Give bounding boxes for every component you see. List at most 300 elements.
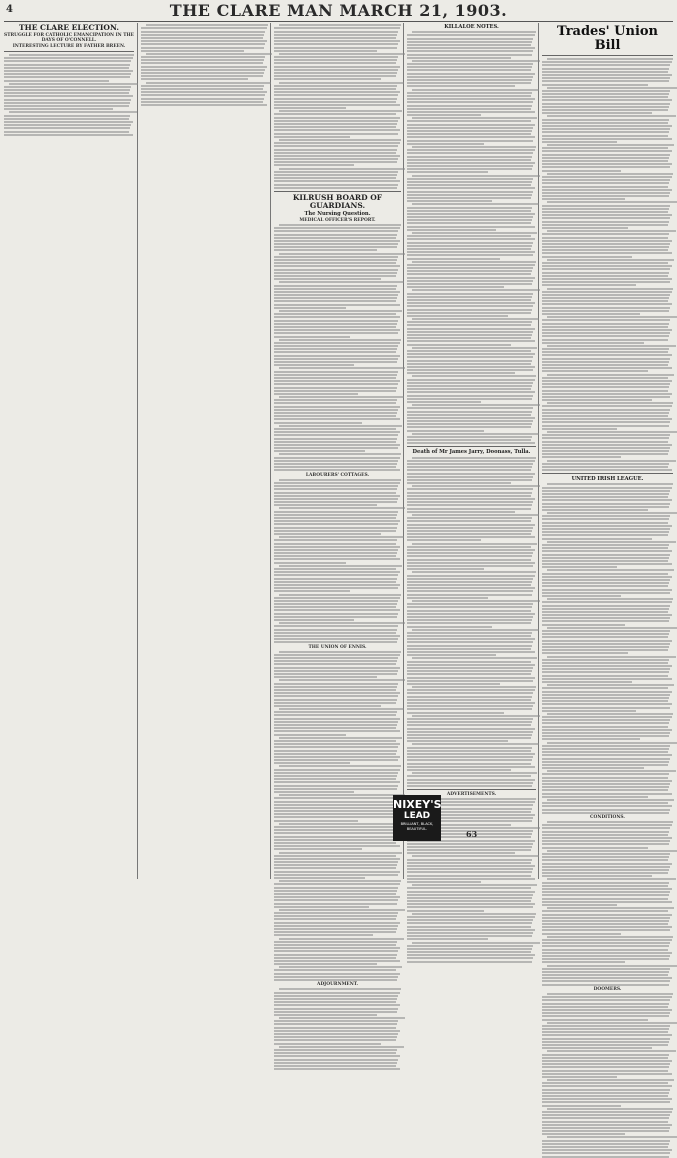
text-line [542,643,670,645]
text-line [407,149,535,151]
text-line [542,649,668,651]
text-line [4,95,133,97]
text-line [407,350,531,352]
text-line [274,584,400,586]
text-line [407,57,511,59]
text-line [542,668,670,670]
text-line [542,901,672,903]
text-line [274,973,400,975]
text-line [542,370,648,372]
text-line [407,258,500,260]
text-line [274,922,400,924]
column-4-section: ADVERTISEMENTS. [446,791,497,797]
text-line [407,670,532,672]
text-line [407,677,535,679]
text-line [542,550,672,552]
text-line [407,366,535,368]
text-line [542,780,672,782]
text-line [542,160,668,162]
text-line [407,181,532,183]
text-line [274,928,397,930]
text-line [542,547,668,549]
text-line [542,923,668,925]
text-line [542,198,625,200]
text-line [407,603,533,605]
text-line [542,195,669,197]
text-line [542,929,670,931]
text-line [542,999,670,1001]
text-line [407,353,535,355]
text-line [412,913,536,915]
text-line [407,321,532,323]
text-line [274,495,400,497]
text-line [542,624,625,626]
text-line [274,711,397,713]
column-3-headline: KILRUSH BOARD OF GUARDIANS. [292,192,383,210]
text-line [274,874,398,876]
text-line [274,616,397,618]
text-line [407,101,533,103]
text-line [279,253,405,255]
text-line [141,104,267,106]
text-line [274,896,400,898]
text-line [407,286,504,288]
text-line [542,170,621,172]
text-line [274,867,396,869]
text-line [279,823,403,825]
text-line [274,457,400,459]
text-line [542,493,669,495]
text-line [4,86,131,88]
text-line [407,191,533,193]
text-line [542,665,672,667]
text-line [274,629,397,631]
text-line [412,600,540,602]
text-line [279,281,403,283]
text-line [274,145,398,147]
text-line [274,998,397,1000]
text-line [542,681,632,683]
text-line [407,951,531,953]
text-line [274,839,397,841]
text-line [274,587,398,589]
text-line [542,573,668,575]
text-line [274,237,396,239]
text-line [542,291,672,293]
text-line [547,402,673,404]
text-line [274,555,396,557]
text-line [274,855,396,857]
text-line [407,391,535,393]
text-line [542,1143,669,1145]
text-line [407,527,533,529]
text-line [542,608,669,610]
text-line [274,877,365,879]
text-line [542,767,644,769]
text-line [274,689,396,691]
text-line [542,866,670,868]
text-line [274,66,400,68]
text-line [274,56,398,58]
text-line [407,938,488,940]
text-line [274,848,362,850]
text-line [407,194,532,196]
text-line [279,794,405,796]
text-line [274,498,398,500]
text-line [542,214,672,216]
text-line [141,69,265,71]
text-line [542,977,672,979]
text-line [542,560,668,562]
text-line [274,574,398,576]
text-line [412,318,538,320]
text-line [407,622,531,624]
text-line [407,34,535,36]
text-line [407,597,488,599]
text-line [542,793,672,795]
text-line [279,988,401,990]
text-line [542,1114,670,1116]
text-line [279,139,401,141]
text-line [542,700,668,702]
text-line [274,40,400,42]
text-line [542,1092,669,1094]
text-line [279,765,401,767]
text-line [274,485,398,487]
text-line [407,910,484,912]
text-line [542,859,668,861]
text-line [274,469,400,471]
text-line [407,763,531,765]
column-4 [407,23,536,883]
divider [407,446,536,447]
text-line [4,89,130,91]
text-line [407,769,511,771]
text-line [274,377,396,379]
text-line [542,1130,669,1132]
divider [542,473,673,474]
text-line [274,514,397,516]
text-line [407,165,533,167]
text-line [274,903,397,905]
text-line [542,90,670,92]
text-line [274,399,397,401]
text-line [412,89,538,91]
text-line [542,294,670,296]
text-line [274,871,400,873]
text-line [407,473,535,475]
divider [4,51,134,52]
text-line [274,912,398,914]
text-line [542,157,669,159]
text-line [547,713,673,715]
text-line [547,230,675,232]
text-line [542,659,669,661]
text-line [407,849,531,851]
text-line [274,1001,396,1003]
text-line [547,374,674,376]
text-line [274,527,397,529]
text-line [542,335,669,337]
text-line [407,638,535,640]
text-line [274,954,397,956]
text-line [407,661,531,663]
text-line [274,699,397,701]
text-line [542,278,672,280]
text-line [274,836,398,838]
text-line [542,463,669,465]
text-line [407,372,515,374]
text-line [274,320,398,322]
text-line [542,1009,672,1011]
text-line [407,530,532,532]
text-line [542,726,668,728]
text-line [542,265,672,267]
text-line [407,430,484,432]
text-line [274,861,398,863]
text-line [407,718,533,720]
text-line [407,613,535,615]
text-line [274,113,396,115]
text-line [407,664,535,666]
text-line [274,438,397,440]
text-line [274,329,400,331]
text-line [279,453,401,455]
text-line [542,415,668,417]
text-line [542,189,672,191]
text-line [4,92,129,94]
text-line [412,743,538,745]
text-line [542,103,670,105]
text-line [407,508,531,510]
text-line [407,226,535,228]
text-line [542,275,668,277]
text-line [412,686,536,688]
text-line [542,652,628,654]
text-line [407,673,531,675]
text-line [542,984,669,986]
text-line [274,256,398,258]
text-line [407,44,531,46]
text-line [274,1033,398,1035]
text-line [274,600,398,602]
text-line [542,249,668,251]
text-line [542,1047,652,1049]
text-line [407,552,533,554]
text-line [274,428,396,430]
text-line [407,756,533,758]
text-line [542,237,668,239]
text-line [542,332,670,334]
text-line [274,393,358,395]
text-line [542,268,670,270]
text-line [274,72,397,74]
text-line [542,450,669,452]
text-line [274,240,400,242]
text-line [141,94,265,96]
text-line [279,168,405,170]
text-line [274,434,398,436]
text-line [542,425,669,427]
text-line [141,37,263,39]
text-line [274,285,397,287]
text-line [141,98,264,100]
text-line [542,1105,621,1107]
text-line [542,233,669,235]
text-line [274,746,398,748]
text-line [274,488,397,490]
text-line [407,524,535,526]
text-line [274,718,400,720]
text-line [412,657,537,659]
text-line [407,922,532,924]
text-line [407,442,535,444]
text-line [274,117,400,119]
text-line [274,539,397,541]
column-rule [538,23,539,879]
text-line [407,245,532,247]
text-line [274,517,396,519]
text-line [542,697,669,699]
text-line [407,619,532,621]
text-line [542,1133,625,1135]
text-line [542,882,669,884]
text-line [547,1108,673,1110]
text-line [274,511,398,513]
text-line [412,772,537,774]
text-line [547,115,675,117]
text-line [274,673,397,675]
text-line [407,654,496,656]
text-line [274,568,396,570]
text-line [407,785,532,787]
text-line [542,150,672,152]
text-line [407,897,532,899]
text-line [542,1111,672,1113]
text-line [547,173,673,175]
text-line [274,43,398,45]
text-line [274,187,397,189]
text-line [274,686,397,688]
text-line [407,581,532,583]
text-line [407,178,533,180]
text-line [542,869,669,871]
text-line [542,303,672,305]
text-line [4,60,131,62]
ad-product: LEAD [403,811,431,821]
text-line [407,324,531,326]
text-line [274,1062,397,1064]
text-line [274,126,396,128]
text-line [9,54,134,56]
text-line [542,386,669,388]
text-line [542,515,670,517]
text-line [274,431,400,433]
text-line [407,520,531,522]
text-line [542,487,672,489]
text-line [274,316,400,318]
text-line [542,284,636,286]
text-line [274,533,381,535]
text-line [274,101,396,103]
text-line [274,632,396,634]
text-line [407,200,492,202]
masthead-title: THE CLARE MAN MARCH 21, 1903. [169,1,508,20]
text-line [542,74,672,76]
text-line [279,224,401,226]
text-line [542,182,669,184]
folio-number: 63 [466,829,478,839]
text-line [542,809,670,811]
text-line [542,112,652,114]
text-line [274,807,400,809]
column-5-section-3: DOOMERS. [593,986,622,992]
text-line [407,111,535,113]
text-line [274,552,397,554]
text-line [547,483,673,485]
text-line [274,1055,400,1057]
text-line [542,351,668,353]
text-line [274,609,400,611]
text-line [274,406,400,408]
text-line [407,632,532,634]
text-line [542,840,670,842]
text-line [542,592,670,594]
text-line [274,670,398,672]
text-line [542,630,670,632]
text-line [407,546,531,548]
text-line [542,933,621,935]
text-line [141,50,244,52]
text-line [407,705,533,707]
text-line [547,431,677,433]
text-line [542,1034,672,1036]
text-line [4,134,133,136]
text-line [412,514,538,516]
text-line [274,947,400,949]
text-line [542,1152,670,1154]
text-line [542,300,668,302]
text-line [274,59,397,61]
text-line [542,1127,670,1129]
text-line [542,748,669,750]
text-line [542,1012,670,1014]
text-line [542,1124,672,1126]
text-line [407,73,535,75]
text-line [542,671,669,673]
column-3-section: LABOURERS' COTTAGES. [305,472,370,478]
text-line [274,390,396,392]
text-line [542,80,669,82]
text-line [279,651,401,653]
text-line [274,969,396,971]
text-line [141,40,267,42]
text-line [542,996,672,998]
text-line [141,72,264,74]
text-line [274,558,400,560]
text-line [274,1023,397,1025]
text-line [274,581,396,583]
text-line [407,136,535,138]
text-line [542,945,669,947]
text-line [407,900,531,902]
column-3-section-2: THE UNION OF ENNIS. [308,644,367,650]
text-line [274,304,400,306]
text-line [542,1082,668,1084]
text-line [407,41,532,43]
text-line [547,259,674,261]
text-line [274,832,400,834]
